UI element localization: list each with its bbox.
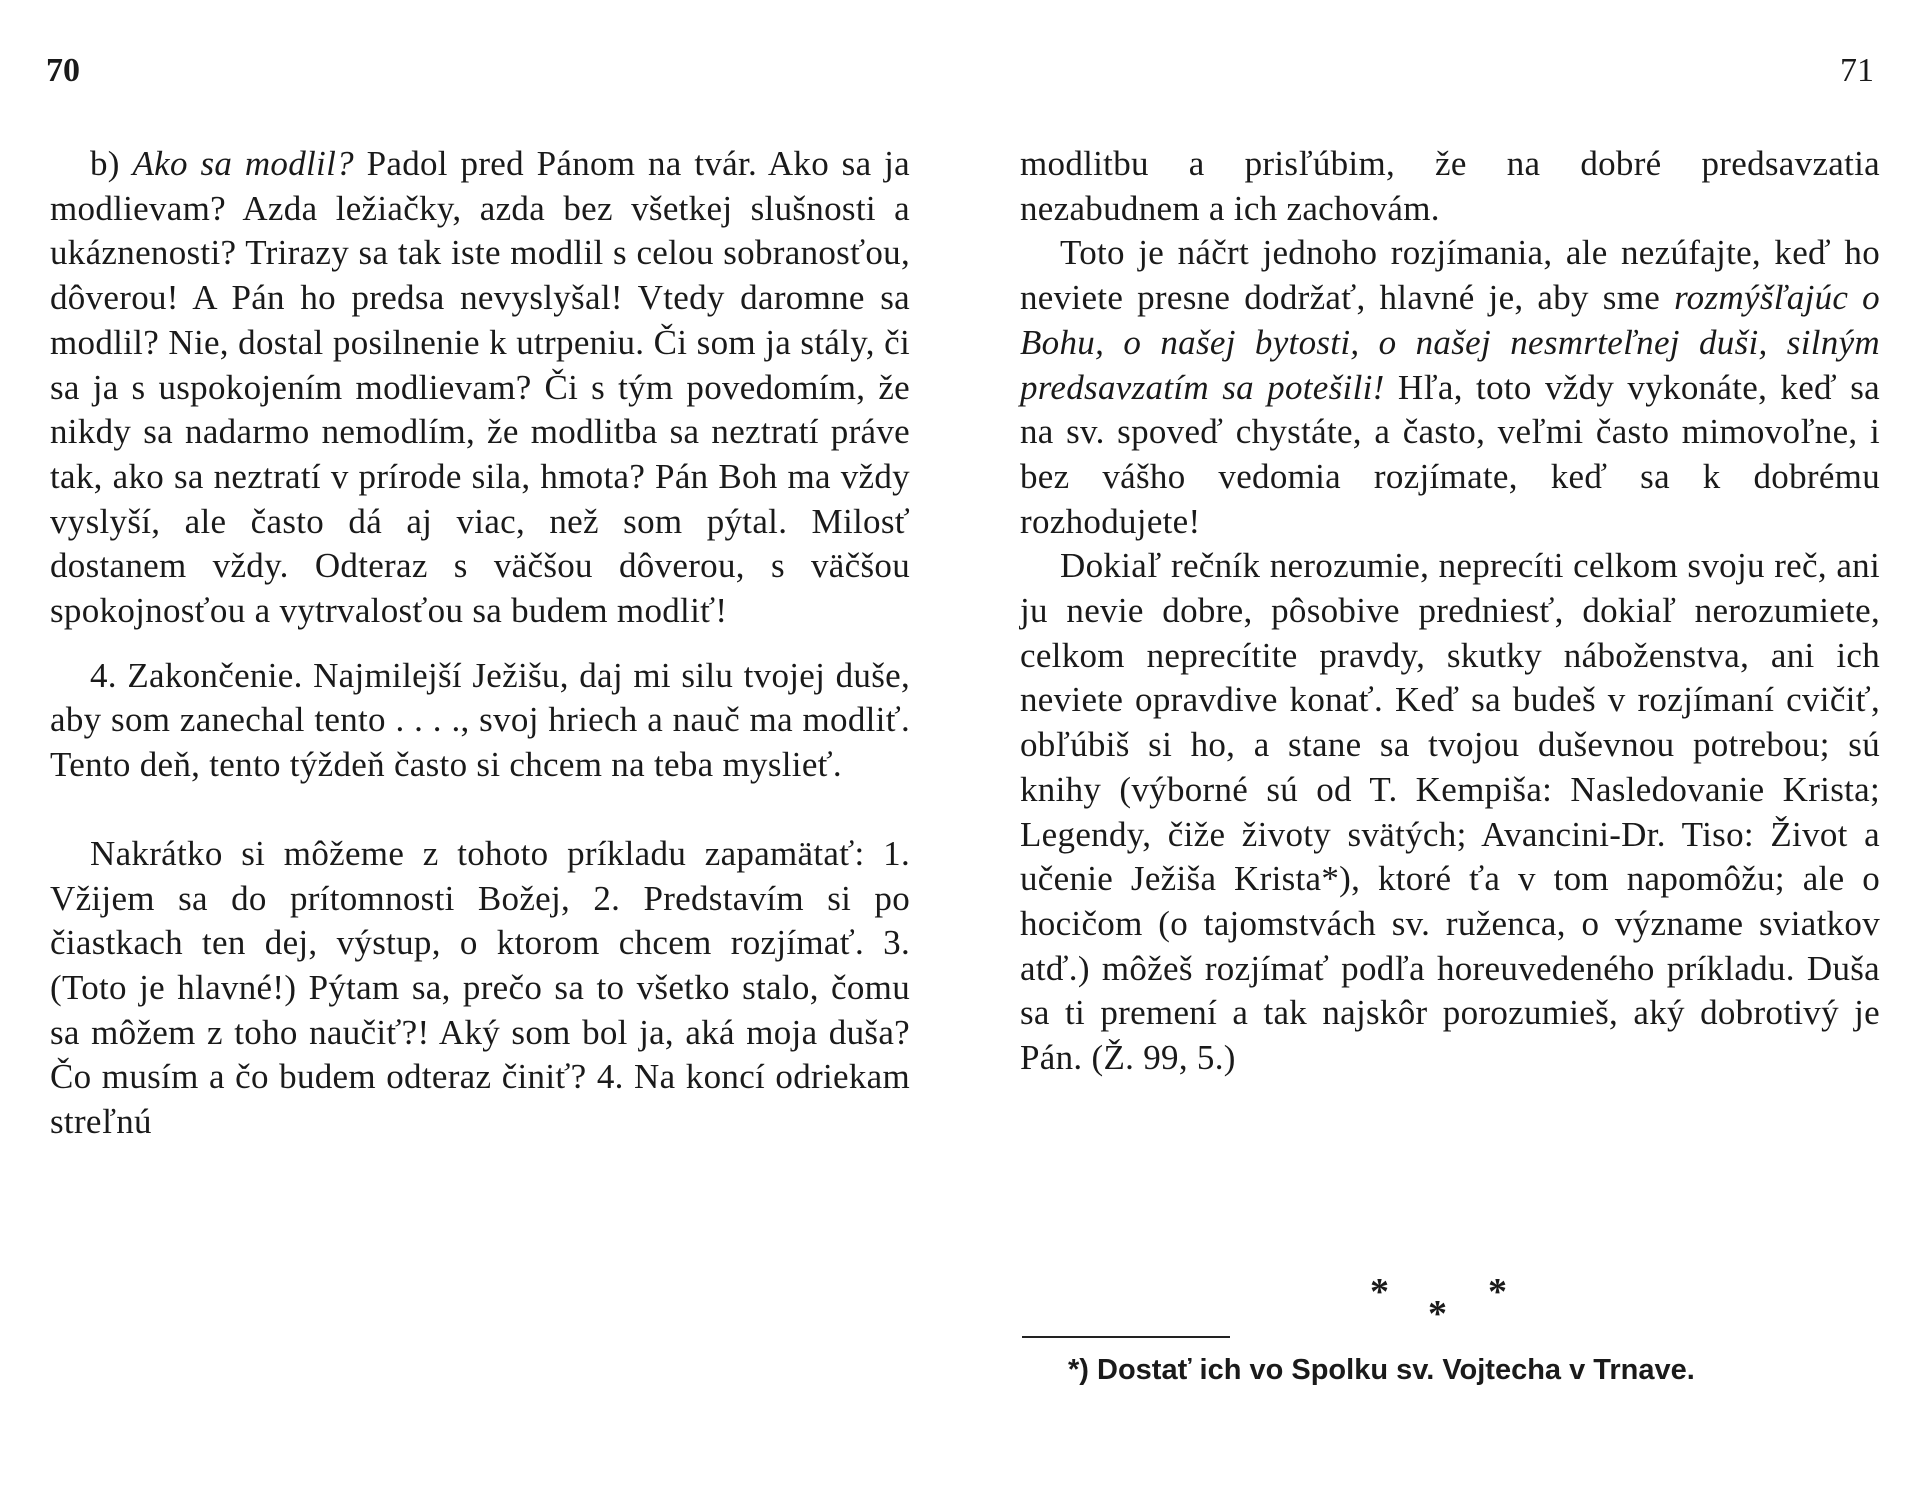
page-number-right: 71 bbox=[1840, 52, 1874, 89]
italic-emphasis: rozmýšľajúc o Bohu, o našej bytosti, o našej nesmrteľnej duši, silným predsavzatím sa potešili! bbox=[1020, 278, 1880, 407]
paragraph-conclusion bbox=[50, 654, 910, 788]
asterism bbox=[1370, 1270, 1530, 1335]
paragraph-how-he-prayed bbox=[50, 142, 910, 634]
paragraph-text: Hľa, toto vždy vykonáte, keď sa na sv. spoveď chystáte, a často, veľmi často mimovoľne, i bez vášho vedomia rozjímate, keď sa k dobrému rozhodujete! bbox=[1020, 367, 1880, 541]
paragraph-text: modlitbu a prisľúbim, že na dobré predsavzatia nezabudnem a ich zachovám. bbox=[1020, 144, 1880, 228]
paragraph-speaker bbox=[1020, 544, 1880, 1080]
footnote-rule bbox=[1022, 1336, 1230, 1338]
paragraph-text: Padol pred Pánom na tvár. Ako sa ja modlievam? Azda ležiačky, azda bez všetkej slušnosti a ukáznenosti? Trirazy sa tak iste modlil s celou sobranosťou, dôverou! A Pán ho predsa nevyslyšal! Vtedy daromne sa modlil? Nie, dostal posilnenie k utrpeniu. Či som ja stály, či sa ja s uspokojením modlievam? Či s tým povedomím, že nikdy sa nadarmo nemodlím, že modlitba sa neztratí práve tak, ako sa neztratí v prírode sila, hmota? Pán Boh ma vždy vyslyší, ale často dá aj viac, než som pýtal. Milosť dostanem vždy. Odteraz s väčšou dôverou, s väčšou spokojnosťou a vytrvalosťou sa budem modliť! bbox=[50, 144, 910, 631]
paragraph-text: Toto je náčrt jednoho rozjímania, ale nezúfajte, keď ho neviete presne dodržať, hlavné je, aby sme bbox=[1020, 233, 1880, 318]
paragraph-summary bbox=[50, 832, 910, 1145]
paragraph-outline bbox=[1020, 231, 1880, 544]
paragraph-text: Nakrátko si môžeme z tohoto príkladu zapamätať: 1. Vžijem sa do prítomnosti Božej, 2. Predstavím si po čiastkach ten dej, výstup, o ktorom chcem rozjímať. 3. (Toto je hlavné!) Pýtam sa, prečo sa to všetko stalo, čomu sa môžem z toho naučiť?! Aký som bol ja, aká moja duša? Čo musím a čo budem odteraz činiť? 4. Na koncí odriekam streľnú bbox=[50, 833, 910, 1142]
left-column bbox=[50, 142, 910, 1145]
page-number-left: 70 bbox=[46, 52, 80, 89]
asterisk: * bbox=[1488, 1271, 1507, 1313]
paragraph-text: 4. Zakončenie. Najmilejší Ježišu, daj mi silu tvojej duše, aby som zanechal tento . . . ., svoj hriech a nauč ma modliť. Tento deň, tento týždeň často si chcem na teba myslieť. bbox=[50, 655, 910, 785]
asterisk: * bbox=[1370, 1271, 1389, 1313]
footnote: *) Dostať ich vo Spolku sv. Vojtecha v Trnave. bbox=[1068, 1354, 1695, 1386]
asterisk: * bbox=[1428, 1293, 1447, 1335]
italic-question: Ako sa modlil? bbox=[132, 144, 354, 183]
paragraph-text: Dokiaľ rečník nerozumie, neprecíti celkom svoju reč, ani ju nevie dobre, pôsobive predniesť, dokiaľ nerozumiete, celkom neprecítite pravdy, skutky náboženstva, ani ich neviete opravdive konať. Keď sa budeš v rozjímaní cvičiť, obľúbiš si ho, a stane sa tvojou duševnou potrebou; sú knihy (výborné sú od T. Kempiša: Nasledovanie Krista; Legendy, čiže životy svätých; Avancini-Dr. Tiso: Život a učenie Ježiša Krista*), ktoré ťa v tom napomôžu; ale o hocičom (o tajomstvách sv. ruženca, o význame sviatkov atď.) môžeš rozjímať podľa horeuvedeného príkladu. Duša sa ti premení a tak najskôr porozumieš, aký dobrotivý je Pán. (Ž. 99, 5.) bbox=[1020, 546, 1880, 1078]
right-column bbox=[1020, 142, 1880, 1081]
list-label-b: b) bbox=[90, 144, 120, 183]
paragraph-continuation bbox=[1020, 142, 1880, 231]
